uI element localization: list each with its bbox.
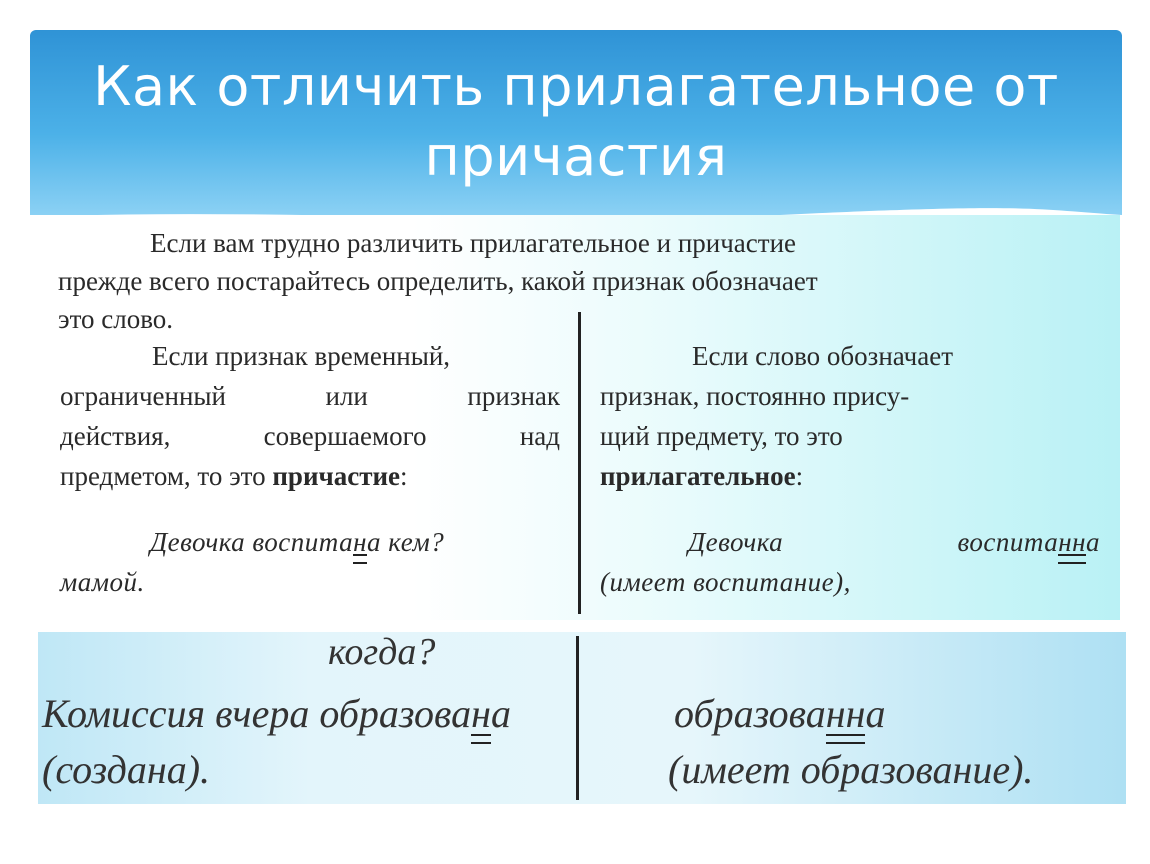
example-text: образова bbox=[674, 691, 826, 736]
bottom-right-example bbox=[668, 686, 1033, 798]
underlined-suffix: н bbox=[353, 522, 367, 562]
participle-example bbox=[60, 522, 560, 602]
intro-line: это слово. bbox=[58, 304, 174, 334]
adjective-rule bbox=[600, 336, 1100, 602]
adjective-example bbox=[600, 522, 1100, 602]
rule-line: ограниченный или признак bbox=[60, 381, 560, 411]
underlined-suffix: н bbox=[471, 686, 491, 742]
rule-line bbox=[60, 456, 560, 496]
example-text: Девочка воспита bbox=[150, 527, 354, 557]
intro-line: Если вам трудно различить прилагательное и причастие bbox=[150, 228, 797, 258]
rule-line: Если признак временный, bbox=[152, 341, 451, 371]
term-participle: причастие bbox=[272, 461, 401, 491]
rule-line bbox=[600, 456, 1100, 496]
example-word bbox=[958, 522, 1100, 562]
example-text: Девочка bbox=[688, 527, 784, 557]
example-line bbox=[668, 686, 1033, 742]
example-text: а bbox=[865, 691, 886, 736]
rule-text: : bbox=[400, 461, 408, 491]
slide-title-line1: Как отличить прилагательное от bbox=[93, 55, 1059, 118]
underlined-suffix: нн bbox=[1058, 522, 1086, 562]
column-divider bbox=[578, 312, 581, 614]
intro-line: прежде всего постарайтесь определить, какой признак обозначает bbox=[58, 266, 818, 296]
rule-line: признак, постоянно прису- bbox=[600, 381, 910, 411]
question-when: когда? bbox=[328, 631, 436, 673]
example-text: а bbox=[490, 691, 511, 736]
rule-text: предметом, то это bbox=[60, 461, 273, 491]
intro-paragraph bbox=[58, 224, 1128, 338]
rule-line: Если слово обозначает bbox=[692, 341, 954, 371]
slide-title-line2: причастия bbox=[424, 125, 728, 188]
underlined-suffix: нн bbox=[826, 686, 866, 742]
example-text: Комиссия вчера образова bbox=[42, 691, 472, 736]
slide-title bbox=[30, 52, 1122, 192]
participle-rule bbox=[60, 336, 560, 602]
example-line: мамой. bbox=[60, 567, 145, 597]
term-adjective: прилагательное bbox=[600, 461, 796, 491]
example-line bbox=[60, 522, 560, 562]
example-text: а кем? bbox=[367, 527, 445, 557]
example-text: воспита bbox=[957, 527, 1059, 557]
example-line bbox=[600, 522, 1100, 562]
example-line: (имеет образование). bbox=[668, 747, 1034, 792]
example-line: (создана). bbox=[42, 747, 211, 792]
rule-line: щий предмету, то это bbox=[600, 421, 843, 451]
bottom-left-example bbox=[42, 686, 511, 798]
rule-text: : bbox=[795, 461, 804, 491]
column-divider bbox=[576, 636, 579, 800]
example-text: а bbox=[1086, 527, 1100, 557]
example-line: (имеет воспитание), bbox=[600, 567, 851, 597]
example-line bbox=[42, 686, 511, 742]
rule-line: действия, совершаемого над bbox=[60, 421, 560, 451]
